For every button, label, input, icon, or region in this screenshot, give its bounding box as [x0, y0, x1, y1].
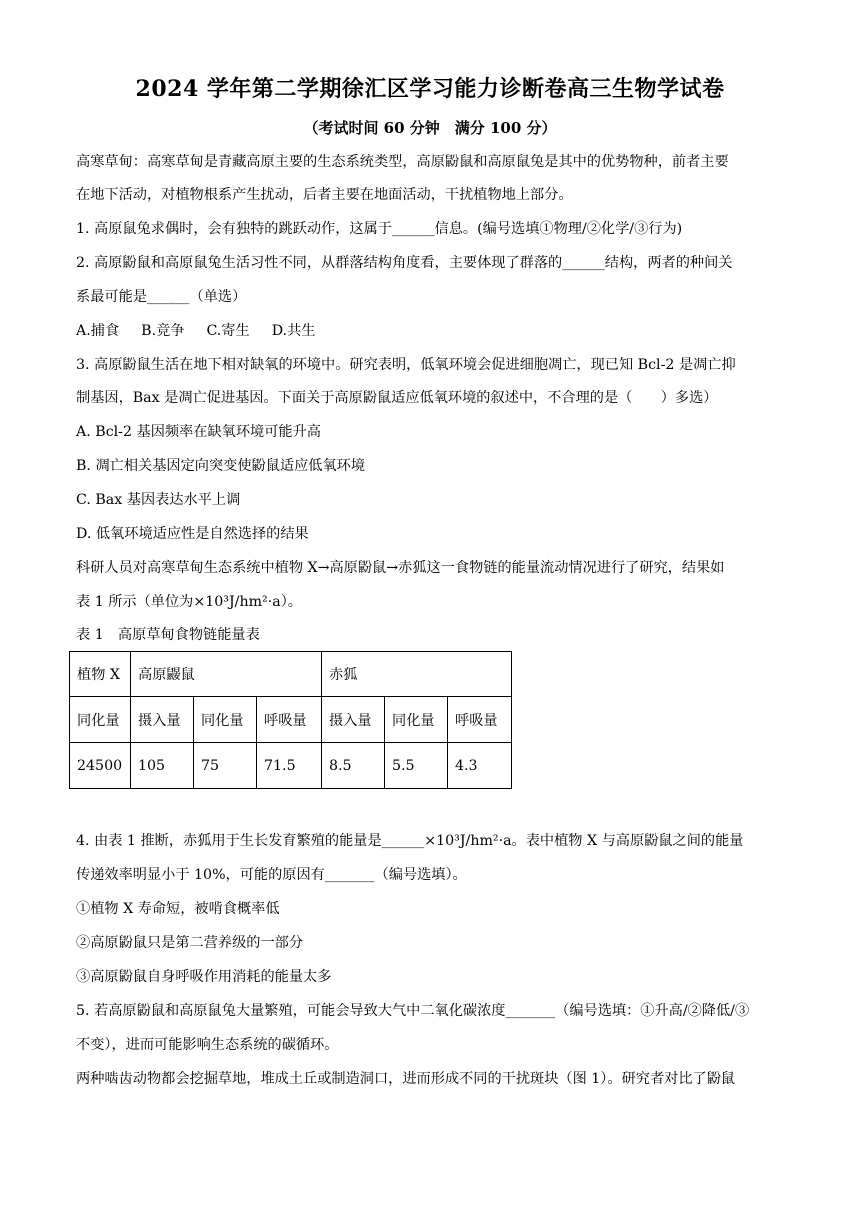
question-3-option-a: A. Bcl-2 基因频率在缺氧环境可能升高 [76, 424, 321, 440]
question-5-line-2: 不变），进而可能影响生态系统的碳循环。 [76, 1037, 339, 1053]
option-d: D.共生 [271, 323, 316, 339]
table-cell: 24500 [70, 743, 131, 789]
option-c: C.寄生 [206, 323, 250, 339]
question-4-item-2: ②高原鼢鼠只是第二营养级的一部分 [76, 935, 304, 951]
question-2-options [76, 321, 337, 341]
question-3-option-b: B. 凋亡相关基因定向突变使鼢鼠适应低氧环境 [76, 458, 366, 474]
table-cell: 同化量 [194, 697, 257, 743]
intro-line-1: 高寒草甸：高寒草甸是青藏高原主要的生态系统类型，高原鼢鼠和高原鼠兔是其中的优势物种，前者主要 [76, 154, 729, 170]
exam-info: （考试时间 60 分钟 满分 100 分） [303, 119, 557, 137]
header-red-fox: 赤狐 [322, 652, 512, 697]
table-cell: 75 [194, 743, 257, 789]
question-2-line-2: 系最可能是______（单选） [76, 289, 247, 305]
table-row [70, 652, 512, 697]
question-4-line-2: 传递效率明显小于 10%，可能的原因有_______（编号选填）。 [76, 867, 467, 883]
question-5-line-1: 5. 若高原鼢鼠和高原鼠兔大量繁殖，可能会导致大气中二氧化碳浓度_______（编号选填：①升高/②降低/③ [76, 1003, 750, 1019]
question-2-line-1: 2. 高原鼢鼠和高原鼠兔生活习性不同，从群落结构角度看，主要体现了群落的______结构，两者的种间关 [76, 255, 733, 271]
header-plateau-mole: 高原鼹鼠 [131, 652, 322, 697]
table-cell: 105 [131, 743, 194, 789]
table-cell: 4.3 [448, 743, 512, 789]
question-4-line-1: 4. 由表 1 推断，赤狐用于生长发育繁殖的能量是______×10³J/hm²·a。表中植物 X 与高原鼢鼠之间的能量 [76, 833, 744, 849]
table-cell: 同化量 [70, 697, 131, 743]
option-a: A.捕食 [76, 323, 120, 339]
energy-table [69, 651, 512, 789]
table-cell: 摄入量 [131, 697, 194, 743]
question-4-item-1: ①植物 X 寿命短，被啃食概率低 [76, 901, 280, 917]
table-row [70, 697, 512, 743]
research-line-1: 科研人员对高寒草甸生态系统中植物 X→高原鼢鼠→赤狐这一食物链的能量流动情况进行了研究，结果如 [76, 560, 725, 576]
research-line-2: 表 1 所示（单位为×10³J/hm²·a）。 [76, 594, 302, 610]
table-cell: 71.5 [257, 743, 322, 789]
header-plant-x: 植物 X [70, 652, 131, 697]
question-3-line-1: 3. 高原鼢鼠生活在地下相对缺氧的环境中。研究表明，低氧环境会促进细胞凋亡，现已知 Bcl-2 是凋亡抑 [76, 357, 736, 373]
intro-line-2: 在地下活动，对植物根系产生扰动，后者主要在地面活动，干扰植物地上部分。 [76, 187, 573, 203]
table-cell: 呼吸量 [257, 697, 322, 743]
table-cell: 5.5 [385, 743, 448, 789]
question-3-option-c: C. Bax 基因表达水平上调 [76, 492, 241, 508]
table-caption: 表 1 高原草甸食物链能量表 [76, 627, 260, 643]
page-title: 2024 学年第二学期徐汇区学习能力诊断卷高三生物学试卷 [135, 76, 725, 102]
table-cell: 呼吸量 [448, 697, 512, 743]
question-3-option-d: D. 低氧环境适应性是自然选择的结果 [76, 526, 309, 542]
table-cell: 同化量 [385, 697, 448, 743]
question-1: 1. 高原鼠兔求偶时，会有独特的跳跃动作，这属于______信息。(编号选填①物理/②化学/③行为) [76, 221, 683, 237]
table-cell: 8.5 [322, 743, 385, 789]
continuation-paragraph: 两种啮齿动物都会挖掘草地，堆成土丘或制造洞口，进而形成不同的干扰斑块（图 1）。研究者对比了鼢鼠 [76, 1071, 736, 1087]
table-row [70, 743, 512, 789]
question-3-line-2: 制基因，Bax 是凋亡促进基因。下面关于高原鼢鼠适应低氧环境的叙述中，不合理的是（ ）多选） [76, 390, 718, 406]
question-4-item-3: ③高原鼢鼠自身呼吸作用消耗的能量太多 [76, 969, 332, 985]
table-cell: 摄入量 [322, 697, 385, 743]
option-b: B.竞争 [141, 323, 185, 339]
